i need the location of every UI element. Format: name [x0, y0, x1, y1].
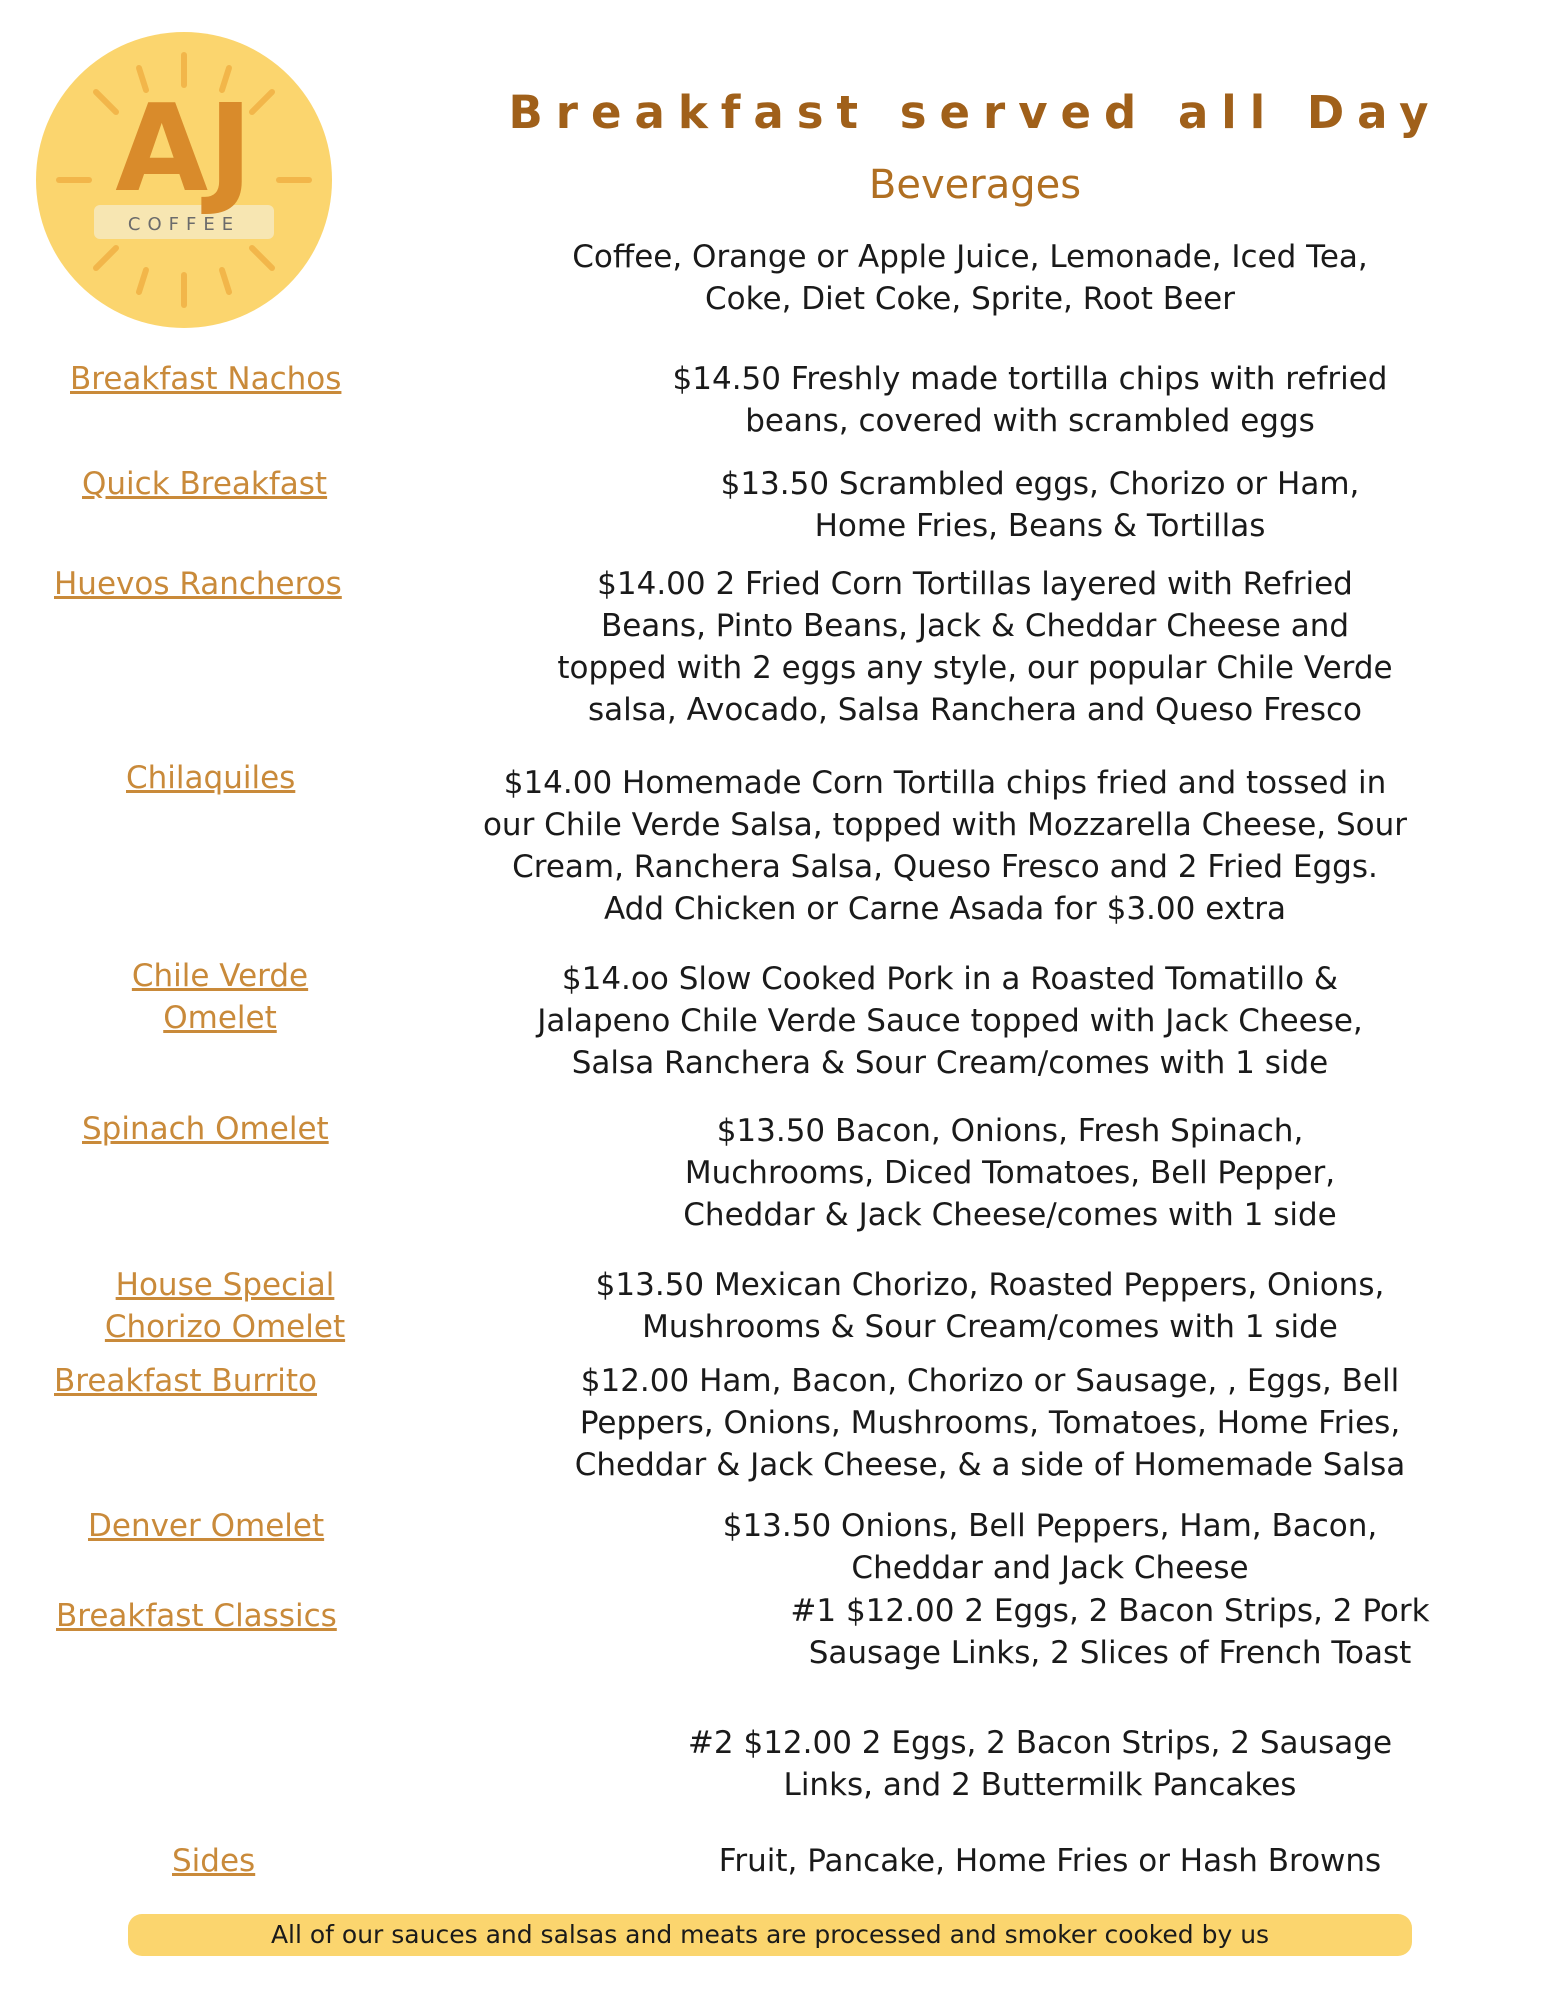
- logo-letters: AJ: [115, 80, 253, 219]
- beverage-line: Coffee, Orange or Apple Juice, Lemonade, Iced Tea,: [572, 239, 1368, 275]
- item-name-chile-verde-omelet: Chile Verde Omelet: [131, 958, 309, 1036]
- item-name-breakfast-classics: Breakfast Classics: [56, 1598, 337, 1634]
- item-desc-sides: Fruit, Pancake, Home Fries or Hash Browns: [718, 1843, 1382, 1879]
- item-desc-denver-omelet: $13.50 Onions, Bell Peppers, Ham, Bacon, Cheddar and Jack Cheese: [722, 1508, 1378, 1586]
- item-desc-breakfast-classics-1: #1 $12.00 2 Eggs, 2 Bacon Strips, 2 Pork Sausage Links, 2 Slices of French Toast: [790, 1593, 1430, 1671]
- item-name-breakfast-nachos: Breakfast Nachos: [70, 361, 342, 397]
- aj-coffee-logo: [34, 30, 334, 330]
- page-title: Breakfast served all Day: [508, 86, 1442, 139]
- item-name-chilaquiles: Chilaquiles: [126, 760, 296, 796]
- logo-word: COFFEE: [127, 214, 241, 235]
- item-desc-chilaquiles: $14.00 Homemade Corn Tortilla chips fried and tossed in our Chile Verde Salsa, topped with Mozzarella Cheese, Sour Cream, Ranchera Salsa, Queso Fresco and 2 Fried Eggs. Add Chicken or Carne Asada for $3.00 extra: [482, 765, 1408, 927]
- footer-note: All of our sauces and salsas and meats are processed and smoker cooked by us: [128, 1914, 1412, 1956]
- beverage-line: Coke, Diet Coke, Sprite, Root Beer: [705, 281, 1235, 317]
- section-title-beverages: Beverages: [868, 162, 1082, 208]
- item-desc-house-special-chorizo-omelet: $13.50 Mexican Chorizo, Roasted Peppers, Onions, Mushrooms & Sour Cream/comes with 1 side: [595, 1267, 1385, 1345]
- item-name-quick-breakfast: Quick Breakfast: [82, 466, 328, 502]
- item-desc-breakfast-burrito: $12.00 Ham, Bacon, Chorizo or Sausage, , Eggs, Bell Peppers, Onions, Mushrooms, Tomatoes, Home Fries, Cheddar & Jack Cheese, & a side of Homemade Salsa: [574, 1363, 1406, 1483]
- item-name-spinach-omelet: Spinach Omelet: [82, 1111, 329, 1147]
- item-desc-breakfast-classics-2: #2 $12.00 2 Eggs, 2 Bacon Strips, 2 Sausage Links, and 2 Buttermilk Pancakes: [687, 1725, 1393, 1803]
- item-desc-breakfast-nachos: $14.50 Freshly made tortilla chips with refried beans, covered with scrambled eggs: [672, 361, 1388, 439]
- beverage-list: [440, 236, 1500, 320]
- item-desc-huevos-rancheros: $14.00 2 Fried Corn Tortillas layered with Refried Beans, Pinto Beans, Jack & Cheddar Cheese and topped with 2 eggs any style, our popular Chile Verde salsa, Avocado, Salsa Ranchera and Queso Fresco: [557, 566, 1393, 728]
- item-name-denver-omelet: Denver Omelet: [88, 1508, 325, 1544]
- item-name-huevos-rancheros: Huevos Rancheros: [54, 566, 342, 602]
- item-desc-chile-verde-omelet: $14.oo Slow Cooked Pork in a Roasted Tomatillo & Jalapeno Chile Verde Sauce topped with Jack Cheese, Salsa Ranchera & Sour Cream/comes with 1 side: [537, 961, 1363, 1081]
- item-name-breakfast-burrito: Breakfast Burrito: [54, 1363, 318, 1399]
- item-desc-quick-breakfast: $13.50 Scrambled eggs, Chorizo or Ham, Home Fries, Beans & Tortillas: [720, 466, 1360, 544]
- item-name-house-special-chorizo-omelet: House Special Chorizo Omelet: [104, 1267, 346, 1345]
- item-desc-spinach-omelet: $13.50 Bacon, Onions, Fresh Spinach, Muchrooms, Diced Tomatoes, Bell Pepper, Cheddar & Jack Cheese/comes with 1 side: [683, 1113, 1337, 1233]
- item-name-sides: Sides: [172, 1843, 256, 1879]
